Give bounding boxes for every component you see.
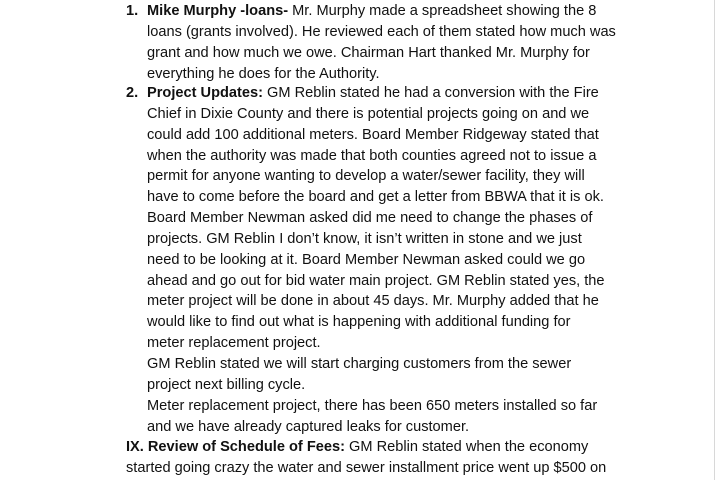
- item-line: ahead and go out for bid water main project. GM Reblin stated yes, the: [147, 272, 605, 289]
- section-heading: IX. Review of Schedule of Fees:: [126, 439, 345, 455]
- item-body: [147, 1, 647, 84]
- item-line: Board Member Newman asked did me need to change the phases of: [147, 210, 593, 227]
- item-line: meter replacement project.: [147, 335, 321, 352]
- item-first-line: [147, 83, 647, 104]
- item-line: project next billing cycle.: [147, 376, 306, 393]
- item-body: [147, 83, 647, 437]
- item-number: 1.: [126, 3, 139, 19]
- item-heading: Project Updates:: [147, 85, 263, 101]
- item-line: when the authority was made that both counties agreed not to issue a: [147, 147, 597, 164]
- item-heading: Mike Murphy -loans-: [147, 3, 289, 19]
- item-line: would like to find out what is happening with additional funding for: [147, 314, 571, 331]
- item-line: everything he does for the Authority.: [147, 65, 380, 82]
- section-text: GM Reblin stated when the economy: [344, 439, 589, 455]
- item-line: Chief in Dixie County and there is potential projects going on and we: [147, 105, 590, 122]
- section-line: started going crazy the water and sewer installment price went up $500 on: [126, 459, 607, 476]
- item-line: and we have already captured leaks for customer.: [147, 418, 470, 435]
- item-line: need to be looking at it. Board Member Newman asked could we go: [147, 251, 586, 268]
- item-first-line: [147, 1, 647, 22]
- item-line: grant and how much we owe. Chairman Hart thanked Mr. Murphy for: [147, 44, 590, 61]
- item-line: Meter replacement project, there has been 650 meters installed so far: [147, 397, 598, 414]
- item-line: have to come before the board and get a letter from BBWA that it is ok.: [147, 189, 604, 206]
- item-number: 2.: [126, 85, 139, 101]
- item-line: permit for anyone wanting to develop a water/sewer facility, they will: [147, 168, 585, 185]
- item-line: could add 100 additional meters. Board Member Ridgeway stated that: [147, 126, 599, 143]
- item-text: GM Reblin stated he had a conversion with the Fire: [262, 85, 599, 101]
- page-edge-divider: [714, 0, 715, 480]
- item-line: projects. GM Reblin I don’t know, it isn’t written in stone and we just: [147, 230, 582, 247]
- item-line: loans (grants involved). He reviewed each of them stated how much was: [147, 23, 616, 40]
- section-first-line: [126, 437, 686, 458]
- section-ix: [126, 437, 686, 479]
- item-line: GM Reblin stated we will start charging customers from the sewer: [147, 355, 572, 372]
- item-text: Mr. Murphy made a spreadsheet showing the 8: [288, 3, 597, 19]
- item-line: meter project will be done in about 45 days. Mr. Murphy added that he: [147, 293, 599, 310]
